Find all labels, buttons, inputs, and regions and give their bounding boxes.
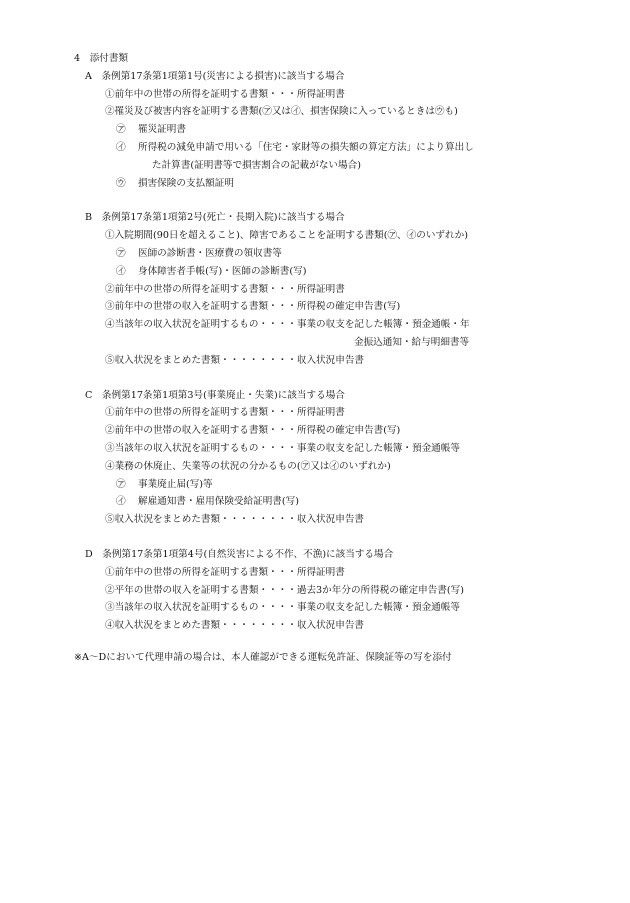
sub-item — [116, 139, 574, 157]
section-c — [74, 387, 574, 546]
sub-item — [116, 245, 574, 263]
item-marker: ㋐ — [116, 478, 126, 490]
list-item — [105, 617, 574, 635]
item-marker: ㋐ — [116, 247, 126, 259]
list-item — [105, 352, 574, 370]
list-item — [105, 86, 574, 104]
list-item — [105, 281, 574, 299]
section-heading: C 条例第17条第1項第3号(事業廃止・失業)に該当する場合 — [85, 389, 345, 401]
item-marker: ㋐ — [116, 124, 126, 136]
document-title: 4 添付書類 — [74, 53, 129, 64]
list-item — [105, 316, 574, 334]
item-text: ①前年中の世帯の所得を証明する書類・・・所得証明書 — [105, 407, 345, 419]
section-heading: D 条例第17条第1項第4号(自然災害による不作、不漁)に該当する場合 — [85, 548, 394, 560]
sub-item — [116, 263, 574, 281]
item-text: ③前年中の世帯の収入を証明する書類・・・所得税の確定申告書(写) — [105, 301, 401, 313]
item-marker: ㋑ — [116, 496, 126, 508]
list-item — [105, 103, 574, 121]
section-gap — [74, 370, 574, 387]
item-text: 所得税の減免申請で用いる「住宅・家財等の損失額の算定方法」により算出し — [138, 141, 474, 153]
item-text: ③当該年の収入状況を証明するもの・・・・事業の収支を記した帳簿・預金通帳等 — [105, 602, 460, 614]
list-item — [105, 440, 574, 458]
sub-item — [116, 175, 574, 193]
item-marker: ㋑ — [116, 141, 126, 153]
section-gap — [74, 529, 574, 546]
section-b — [74, 209, 574, 386]
section-a — [74, 68, 574, 210]
list-item — [105, 404, 574, 422]
item-text: ②前年中の世帯の所得を証明する書類・・・所得証明書 — [105, 283, 345, 295]
list-item — [105, 422, 574, 440]
sections-container — [74, 68, 574, 635]
sub-item — [152, 157, 574, 175]
item-text: ④収入状況をまとめた書類・・・・・・・・収入状況申告書 — [105, 620, 365, 632]
section-d — [74, 546, 574, 635]
list-item — [105, 227, 574, 245]
item-text: ①入院期間(90日を超えること)、障害であることを証明する書類(㋐、㋑のいずれか) — [105, 230, 468, 242]
item-text: 医師の診断書・医療費の領収書等 — [138, 247, 282, 259]
item-text: ①前年中の世帯の所得を証明する書類・・・所得証明書 — [105, 566, 345, 578]
sub-item — [116, 476, 574, 494]
list-item — [105, 564, 574, 582]
item-text: 解雇通知書・雇用保険受給証明書(写) — [138, 496, 299, 508]
item-marker: ㋒ — [116, 177, 126, 189]
list-item — [105, 599, 574, 617]
item-text: ⑤収入状況をまとめた書類・・・・・・・・収入状況申告書 — [105, 354, 365, 366]
item-text: ②平年の世帯の収入を証明する書類・・・・過去3か年分の所得税の確定申告書(写) — [105, 584, 464, 596]
item-text: ②罹災及び被害内容を証明する書類(㋐又は㋑、損害保険に入っているときは㋒も) — [105, 106, 458, 118]
list-item — [105, 298, 574, 316]
section-heading: B 条例第17条第1項第2号(死亡・長期入院)に該当する場合 — [85, 212, 345, 224]
item-text: ②前年中の世帯の収入を証明する書類・・・所得税の確定申告書(写) — [105, 425, 401, 437]
list-item — [354, 334, 574, 352]
document-content — [74, 50, 574, 667]
sub-item — [116, 493, 574, 511]
item-text: 罹災証明書 — [138, 124, 186, 136]
item-text: ①前年中の世帯の所得を証明する書類・・・所得証明書 — [105, 88, 345, 100]
item-text: た計算書(証明書等で損害割合の記載がない場合) — [152, 159, 361, 171]
item-text: ④当該年の収入状況を証明するもの・・・・事業の収支を記した帳簿・預金通帳・年 — [105, 319, 470, 331]
item-text: 損害保険の支払額証明 — [138, 177, 234, 189]
footnote: ※A～Dにおいて代理申請の場合は、本人確認ができる運転免許証、保険証等の写を添付 — [74, 651, 452, 663]
item-text: ④業務の休廃止、失業等の状況の分かるもの(㋐又は㋑のいずれか) — [105, 460, 391, 472]
item-text: 金振込通知・給与明細書等 — [354, 336, 470, 348]
item-text: 事業廃止届(写)等 — [138, 478, 213, 490]
list-item — [105, 511, 574, 529]
item-text: ⑤収入状況をまとめた書類・・・・・・・・収入状況申告書 — [105, 514, 365, 526]
section-gap — [74, 192, 574, 209]
item-marker: ㋑ — [116, 265, 126, 277]
section-heading: A 条例第17条第1項第1号(災害による損害)に該当する場合 — [85, 70, 345, 82]
sub-item — [116, 121, 574, 139]
item-text: ③当該年の収入状況を証明するもの・・・・事業の収支を記した帳簿・預金通帳等 — [105, 442, 460, 454]
item-text: 身体障害者手帳(写)・医師の診断書(写) — [138, 265, 307, 277]
list-item — [105, 582, 574, 600]
list-item — [105, 458, 574, 476]
